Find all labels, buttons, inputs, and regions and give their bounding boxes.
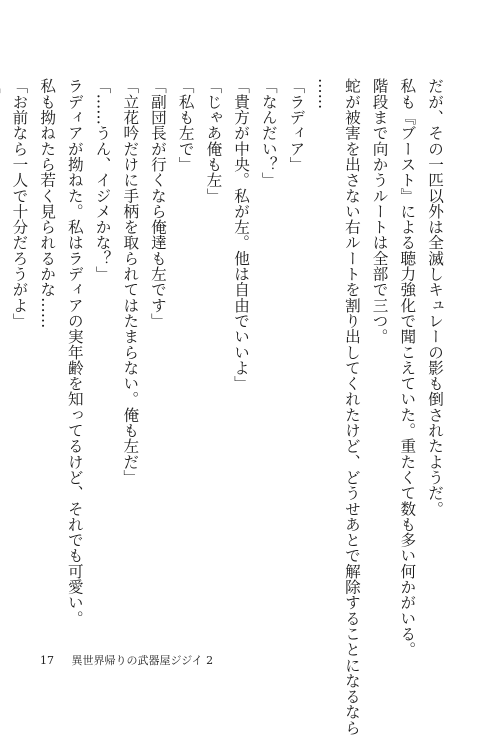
text-line: 蛇が被害を出さない右ルートを割り出してくれたけど、どうせあとで解除することになるなら	[342, 78, 361, 735]
text-line: 「ラディア」	[287, 78, 306, 172]
book-title: 異世界帰りの武器屋ジジイ 2	[71, 654, 214, 667]
text-line: 「私も左で」	[176, 78, 195, 172]
text-line: 「副団長が行くなら俺達も左です」	[148, 78, 167, 329]
text-line: 「貴方が中央。私が左。他は自由でいいよ」	[232, 78, 251, 391]
text-line: 「立花吟だけに手柄を取られてはたまらない。俺も左だ」	[121, 78, 140, 485]
text-line: ……	[315, 78, 334, 110]
text-line: 「なんだい？」	[259, 78, 278, 188]
page-number: 17	[40, 654, 54, 667]
page-footer	[40, 652, 213, 668]
text-line: ラディアが拗ねた。私はラディアの実年齢を知ってるけど、それでも可愛い。	[65, 78, 84, 626]
text-line: だが、その一匹以外は全滅しキュレーの影も倒されたようだ。	[426, 78, 444, 517]
text-line: 「……うん、イジメかな？」	[93, 78, 112, 282]
text-line: 「じゃあ俺も左」	[204, 78, 223, 204]
text-line: 階段まで向かうルートは全部で三つ。	[370, 78, 389, 345]
text-line	[0, 78, 5, 648]
text-line: 「お前なら一人で十分だろうがよ」	[10, 78, 29, 329]
text-line: 私も拗ねたら若く見られるかな……	[38, 78, 57, 329]
text-line: 私も『ブースト』による聴力強化で聞こえていた。重たくて数も多い何かがいる。	[398, 78, 417, 658]
